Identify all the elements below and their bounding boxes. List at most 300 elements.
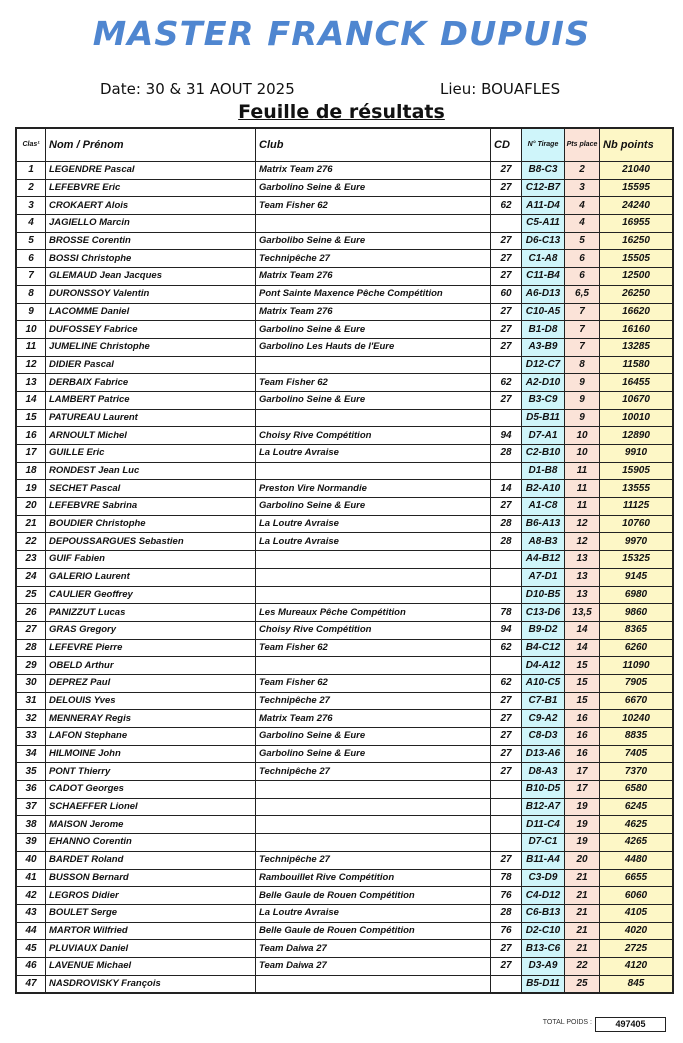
cell-clas: 14	[16, 391, 46, 409]
cell-nb-points: 15325	[600, 551, 674, 569]
cell-club	[256, 551, 491, 569]
cell-tirage: B10-D5	[522, 781, 565, 799]
cell-tirage: A1-C8	[522, 498, 565, 516]
cell-cd: 62	[491, 639, 522, 657]
cell-nom: EHANNO Corentin	[46, 834, 256, 852]
cell-nom: JUMELINE Christophe	[46, 338, 256, 356]
cell-clas: 24	[16, 568, 46, 586]
cell-nom: DURONSSOY Valentin	[46, 285, 256, 303]
cell-clas: 6	[16, 250, 46, 268]
cell-tirage: D7-C1	[522, 834, 565, 852]
cell-nb-points: 16455	[600, 374, 674, 392]
cell-club: Technipêche 27	[256, 763, 491, 781]
cell-cd	[491, 798, 522, 816]
cell-club: Preston Vire Normandie	[256, 480, 491, 498]
table-row	[16, 674, 673, 692]
cell-pts-place: 4	[565, 215, 600, 233]
cell-pts-place: 14	[565, 621, 600, 639]
table-row	[16, 586, 673, 604]
cell-nb-points: 16250	[600, 232, 674, 250]
cell-clas: 23	[16, 551, 46, 569]
col-header-tirage: N° Tirage	[522, 128, 565, 162]
cell-nb-points: 15905	[600, 462, 674, 480]
cell-club: Garbolibo Seine & Eure	[256, 232, 491, 250]
cell-nom: SECHET Pascal	[46, 480, 256, 498]
cell-tirage: B4-C12	[522, 639, 565, 657]
cell-tirage: C11-B4	[522, 268, 565, 286]
table-row	[16, 268, 673, 286]
cell-nom: GALERIO Laurent	[46, 568, 256, 586]
cell-cd	[491, 409, 522, 427]
cell-nom: DERBAIX Fabrice	[46, 374, 256, 392]
table-row	[16, 710, 673, 728]
cell-tirage: B8-C3	[522, 162, 565, 180]
cell-club: Matrix Team 276	[256, 303, 491, 321]
cell-club: Matrix Team 276	[256, 710, 491, 728]
cell-nb-points: 13555	[600, 480, 674, 498]
cell-cd: 28	[491, 904, 522, 922]
table-row	[16, 745, 673, 763]
table-row	[16, 515, 673, 533]
cell-pts-place: 25	[565, 975, 600, 993]
cell-nom: BOUDIER Christophe	[46, 515, 256, 533]
cell-club: Technipêche 27	[256, 250, 491, 268]
cell-clas: 17	[16, 445, 46, 463]
cell-clas: 13	[16, 374, 46, 392]
cell-cd: 60	[491, 285, 522, 303]
cell-club	[256, 568, 491, 586]
cell-clas: 11	[16, 338, 46, 356]
cell-nb-points: 10240	[600, 710, 674, 728]
cell-nom: DEPOUSSARGUES Sebastien	[46, 533, 256, 551]
cell-cd: 27	[491, 957, 522, 975]
cell-nb-points: 6260	[600, 639, 674, 657]
cell-clas: 41	[16, 869, 46, 887]
cell-nb-points: 6655	[600, 869, 674, 887]
cell-clas: 37	[16, 798, 46, 816]
cell-club	[256, 816, 491, 834]
cell-pts-place: 6	[565, 250, 600, 268]
cell-clas: 43	[16, 904, 46, 922]
cell-club: Garbolino Seine & Eure	[256, 391, 491, 409]
cell-clas: 40	[16, 851, 46, 869]
cell-pts-place: 8	[565, 356, 600, 374]
cell-pts-place: 9	[565, 409, 600, 427]
cell-cd: 27	[491, 745, 522, 763]
cell-cd: 27	[491, 232, 522, 250]
cell-cd: 78	[491, 604, 522, 622]
cell-pts-place: 16	[565, 745, 600, 763]
table-row	[16, 303, 673, 321]
table-row	[16, 232, 673, 250]
cell-nom: LEFEBVRE Eric	[46, 179, 256, 197]
cell-pts-place: 22	[565, 957, 600, 975]
cell-nom: GRAS Gregory	[46, 621, 256, 639]
cell-nb-points: 2725	[600, 940, 674, 958]
cell-clas: 25	[16, 586, 46, 604]
table-row	[16, 321, 673, 339]
cell-tirage: B12-A7	[522, 798, 565, 816]
cell-nom: GUIF Fabien	[46, 551, 256, 569]
table-row	[16, 975, 673, 993]
cell-clas: 4	[16, 215, 46, 233]
cell-club	[256, 586, 491, 604]
col-header-pts-place: Pts place	[565, 128, 600, 162]
cell-nb-points: 4020	[600, 922, 674, 940]
cell-cd: 27	[491, 321, 522, 339]
cell-club: La Loutre Avraise	[256, 445, 491, 463]
cell-nb-points: 4105	[600, 904, 674, 922]
cell-club: Matrix Team 276	[256, 268, 491, 286]
cell-cd	[491, 568, 522, 586]
cell-nom: MENNERAY Regis	[46, 710, 256, 728]
cell-clas: 42	[16, 887, 46, 905]
cell-clas: 22	[16, 533, 46, 551]
cell-nb-points: 9145	[600, 568, 674, 586]
col-header-nom: Nom / Prénom	[46, 128, 256, 162]
table-row	[16, 851, 673, 869]
col-header-nb-points: Nb points	[600, 128, 674, 162]
cell-tirage: A11-D4	[522, 197, 565, 215]
cell-pts-place: 16	[565, 710, 600, 728]
cell-tirage: D8-A3	[522, 763, 565, 781]
cell-club	[256, 834, 491, 852]
cell-nom: CAULIER Geoffrey	[46, 586, 256, 604]
cell-clas: 47	[16, 975, 46, 993]
cell-cd	[491, 462, 522, 480]
cell-pts-place: 13,5	[565, 604, 600, 622]
cell-club	[256, 657, 491, 675]
cell-pts-place: 7	[565, 321, 600, 339]
cell-nb-points: 6245	[600, 798, 674, 816]
event-date: Date: 30 & 31 AOUT 2025	[100, 80, 295, 98]
cell-nom: JAGIELLO Marcin	[46, 215, 256, 233]
cell-tirage: A6-D13	[522, 285, 565, 303]
cell-clas: 38	[16, 816, 46, 834]
cell-tirage: C5-A11	[522, 215, 565, 233]
table-row	[16, 338, 673, 356]
cell-pts-place: 21	[565, 940, 600, 958]
cell-tirage: D11-C4	[522, 816, 565, 834]
cell-nom: DEPREZ Paul	[46, 674, 256, 692]
col-header-club: Club	[256, 128, 491, 162]
cell-club: Garbolino Seine & Eure	[256, 745, 491, 763]
cell-tirage: B6-A13	[522, 515, 565, 533]
cell-nom: LEGENDRE Pascal	[46, 162, 256, 180]
cell-clas: 2	[16, 179, 46, 197]
cell-cd: 27	[491, 940, 522, 958]
cell-nb-points: 9860	[600, 604, 674, 622]
table-row	[16, 391, 673, 409]
cell-tirage: C2-B10	[522, 445, 565, 463]
cell-club: Technipêche 27	[256, 692, 491, 710]
cell-tirage: B11-A4	[522, 851, 565, 869]
cell-club: Team Fisher 62	[256, 374, 491, 392]
cell-nom: DELOUIS Yves	[46, 692, 256, 710]
cell-pts-place: 15	[565, 674, 600, 692]
cell-clas: 26	[16, 604, 46, 622]
cell-club: Team Daiwa 27	[256, 957, 491, 975]
cell-nb-points: 11090	[600, 657, 674, 675]
cell-nb-points: 10010	[600, 409, 674, 427]
cell-cd: 27	[491, 268, 522, 286]
table-row	[16, 374, 673, 392]
cell-pts-place: 17	[565, 763, 600, 781]
results-table	[15, 127, 674, 994]
cell-tirage: C7-B1	[522, 692, 565, 710]
cell-pts-place: 21	[565, 922, 600, 940]
table-row	[16, 480, 673, 498]
cell-tirage: D1-B8	[522, 462, 565, 480]
table-row	[16, 692, 673, 710]
cell-club	[256, 356, 491, 374]
cell-nb-points: 6670	[600, 692, 674, 710]
sheet-subtitle: Feuille de résultats	[238, 101, 445, 123]
cell-nom: LEGROS Didier	[46, 887, 256, 905]
cell-nb-points: 16160	[600, 321, 674, 339]
cell-club: Team Fisher 62	[256, 639, 491, 657]
cell-pts-place: 13	[565, 551, 600, 569]
cell-cd: 27	[491, 303, 522, 321]
cell-nb-points: 15505	[600, 250, 674, 268]
cell-nb-points: 24240	[600, 197, 674, 215]
results-body	[16, 162, 673, 994]
cell-club: Rambouillet Rive Compétition	[256, 869, 491, 887]
cell-tirage: A2-D10	[522, 374, 565, 392]
col-header-clas: Clas¹	[16, 128, 46, 162]
cell-nb-points: 13285	[600, 338, 674, 356]
table-row	[16, 551, 673, 569]
cell-tirage: A4-B12	[522, 551, 565, 569]
cell-clas: 32	[16, 710, 46, 728]
cell-tirage: B9-D2	[522, 621, 565, 639]
cell-nom: PATUREAU Laurent	[46, 409, 256, 427]
cell-pts-place: 13	[565, 586, 600, 604]
cell-tirage: D4-A12	[522, 657, 565, 675]
cell-nb-points: 4480	[600, 851, 674, 869]
cell-nom: DIDIER Pascal	[46, 356, 256, 374]
cell-club: La Loutre Avraise	[256, 904, 491, 922]
cell-pts-place: 10	[565, 427, 600, 445]
cell-pts-place: 20	[565, 851, 600, 869]
table-row	[16, 639, 673, 657]
cell-cd: 27	[491, 710, 522, 728]
cell-cd: 28	[491, 515, 522, 533]
cell-pts-place: 13	[565, 568, 600, 586]
cell-cd: 28	[491, 533, 522, 551]
cell-nom: RONDEST Jean Luc	[46, 462, 256, 480]
cell-cd: 27	[491, 692, 522, 710]
cell-club: Garbolino Seine & Eure	[256, 728, 491, 746]
cell-pts-place: 2	[565, 162, 600, 180]
cell-club: Choisy Rive Compétition	[256, 621, 491, 639]
cell-pts-place: 6,5	[565, 285, 600, 303]
cell-nom: LAFON Stephane	[46, 728, 256, 746]
table-row	[16, 462, 673, 480]
cell-club: La Loutre Avraise	[256, 515, 491, 533]
page-title: MASTER FRANCK DUPUIS	[92, 14, 591, 53]
table-row	[16, 162, 673, 180]
cell-nom: BOSSI Christophe	[46, 250, 256, 268]
cell-pts-place: 11	[565, 480, 600, 498]
cell-cd: 27	[491, 391, 522, 409]
cell-clas: 15	[16, 409, 46, 427]
cell-nom: LEFEBVRE Sabrina	[46, 498, 256, 516]
table-row	[16, 427, 673, 445]
cell-clas: 1	[16, 162, 46, 180]
cell-nom: LAMBERT Patrice	[46, 391, 256, 409]
cell-nom: NASDROVISKY François	[46, 975, 256, 993]
cell-tirage: A3-B9	[522, 338, 565, 356]
cell-nom: BUSSON Bernard	[46, 869, 256, 887]
table-row	[16, 621, 673, 639]
cell-nom: PONT Thierry	[46, 763, 256, 781]
table-row	[16, 940, 673, 958]
table-row	[16, 781, 673, 799]
cell-tirage: C8-D3	[522, 728, 565, 746]
total-value: 497405	[595, 1017, 666, 1032]
cell-pts-place: 15	[565, 657, 600, 675]
cell-nom: GLEMAUD Jean Jacques	[46, 268, 256, 286]
cell-club: Belle Gaule de Rouen Compétition	[256, 922, 491, 940]
cell-club: Technipêche 27	[256, 851, 491, 869]
table-row	[16, 657, 673, 675]
cell-tirage: D12-C7	[522, 356, 565, 374]
cell-cd	[491, 975, 522, 993]
cell-nb-points: 7405	[600, 745, 674, 763]
cell-tirage: B5-D11	[522, 975, 565, 993]
cell-clas: 39	[16, 834, 46, 852]
table-row	[16, 834, 673, 852]
table-row	[16, 922, 673, 940]
cell-pts-place: 7	[565, 338, 600, 356]
cell-cd	[491, 215, 522, 233]
cell-nb-points: 4265	[600, 834, 674, 852]
cell-nb-points: 8365	[600, 621, 674, 639]
cell-tirage: B13-C6	[522, 940, 565, 958]
table-row	[16, 604, 673, 622]
cell-nb-points: 11580	[600, 356, 674, 374]
cell-clas: 36	[16, 781, 46, 799]
cell-pts-place: 11	[565, 462, 600, 480]
cell-nom: BARDET Roland	[46, 851, 256, 869]
cell-pts-place: 4	[565, 197, 600, 215]
table-row	[16, 798, 673, 816]
cell-cd: 62	[491, 674, 522, 692]
cell-nom: PLUVIAUX Daniel	[46, 940, 256, 958]
cell-club	[256, 975, 491, 993]
cell-club: Team Fisher 62	[256, 674, 491, 692]
cell-tirage: B1-D8	[522, 321, 565, 339]
col-header-cd: CD	[491, 128, 522, 162]
cell-club: Matrix Team 276	[256, 162, 491, 180]
cell-nom: PANIZZUT Lucas	[46, 604, 256, 622]
table-row	[16, 816, 673, 834]
cell-tirage: C1-A8	[522, 250, 565, 268]
cell-nb-points: 8835	[600, 728, 674, 746]
event-location: Lieu: BOUAFLES	[440, 80, 561, 98]
cell-nom: DUFOSSEY Fabrice	[46, 321, 256, 339]
table-row	[16, 445, 673, 463]
cell-clas: 35	[16, 763, 46, 781]
cell-nom: GUILLE Eric	[46, 445, 256, 463]
cell-cd: 28	[491, 445, 522, 463]
cell-pts-place: 5	[565, 232, 600, 250]
cell-club	[256, 409, 491, 427]
cell-cd: 94	[491, 621, 522, 639]
cell-club: Belle Gaule de Rouen Compétition	[256, 887, 491, 905]
cell-clas: 29	[16, 657, 46, 675]
cell-nom: ARNOULT Michel	[46, 427, 256, 445]
cell-clas: 45	[16, 940, 46, 958]
cell-nb-points: 6060	[600, 887, 674, 905]
cell-cd: 78	[491, 869, 522, 887]
cell-nom: CADOT Georges	[46, 781, 256, 799]
cell-pts-place: 19	[565, 816, 600, 834]
cell-cd: 27	[491, 763, 522, 781]
table-row	[16, 215, 673, 233]
cell-nom: LAVENUE Michael	[46, 957, 256, 975]
cell-cd: 27	[491, 179, 522, 197]
cell-nb-points: 21040	[600, 162, 674, 180]
table-row	[16, 957, 673, 975]
cell-nb-points: 7905	[600, 674, 674, 692]
cell-clas: 16	[16, 427, 46, 445]
table-row	[16, 285, 673, 303]
cell-clas: 44	[16, 922, 46, 940]
cell-nb-points: 7370	[600, 763, 674, 781]
cell-pts-place: 19	[565, 798, 600, 816]
cell-nom: LEFEVRE Pierre	[46, 639, 256, 657]
cell-tirage: C6-B13	[522, 904, 565, 922]
cell-club: Garbolino Seine & Eure	[256, 498, 491, 516]
cell-tirage: A7-D1	[522, 568, 565, 586]
cell-tirage: D3-A9	[522, 957, 565, 975]
cell-cd: 27	[491, 498, 522, 516]
cell-pts-place: 12	[565, 515, 600, 533]
cell-clas: 10	[16, 321, 46, 339]
table-row	[16, 409, 673, 427]
cell-club: Choisy Rive Compétition	[256, 427, 491, 445]
cell-clas: 21	[16, 515, 46, 533]
cell-clas: 30	[16, 674, 46, 692]
cell-clas: 18	[16, 462, 46, 480]
cell-clas: 9	[16, 303, 46, 321]
cell-nb-points: 4625	[600, 816, 674, 834]
cell-tirage: D5-B11	[522, 409, 565, 427]
table-row	[16, 763, 673, 781]
cell-clas: 5	[16, 232, 46, 250]
cell-cd	[491, 657, 522, 675]
cell-pts-place: 17	[565, 781, 600, 799]
cell-clas: 33	[16, 728, 46, 746]
cell-pts-place: 11	[565, 498, 600, 516]
cell-nom: BROSSE Corentin	[46, 232, 256, 250]
table-row	[16, 869, 673, 887]
table-row	[16, 568, 673, 586]
cell-nb-points: 10670	[600, 391, 674, 409]
cell-pts-place: 9	[565, 374, 600, 392]
cell-cd: 62	[491, 197, 522, 215]
cell-cd	[491, 834, 522, 852]
cell-club: Pont Sainte Maxence Pêche Compétition	[256, 285, 491, 303]
cell-nom: SCHAEFFER Lionel	[46, 798, 256, 816]
cell-pts-place: 21	[565, 869, 600, 887]
cell-tirage: C10-A5	[522, 303, 565, 321]
cell-club: Garbolino Les Hauts de l'Eure	[256, 338, 491, 356]
cell-pts-place: 15	[565, 692, 600, 710]
cell-pts-place: 19	[565, 834, 600, 852]
